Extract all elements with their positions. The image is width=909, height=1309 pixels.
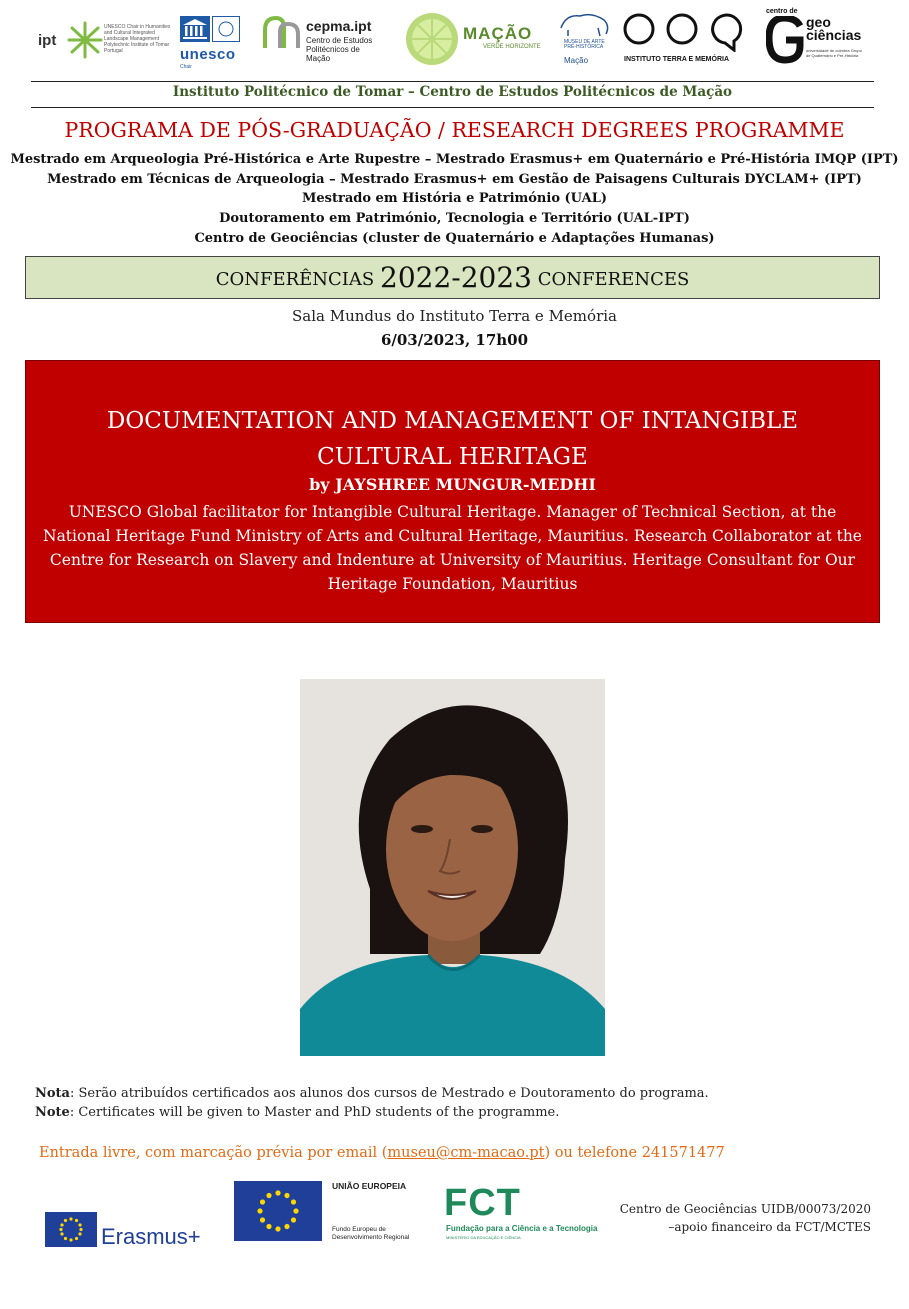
funding-line-2: –apoio financeiro da FCT/MCTES [668,1220,871,1234]
leaf-burst-icon [66,20,104,60]
conference-band [25,256,880,299]
erasmus-label: Erasmus+ [101,1224,201,1249]
unesco-chair-label: Chair [180,64,192,70]
eu-title: UNIÃO EUROPEIA [332,1181,407,1191]
fct-subtitle: Fundação para a Ciência e a Tecnologia [446,1224,598,1233]
three-circles-icon [622,12,746,52]
talk-box [25,360,880,623]
animal-outline-icon [558,10,612,38]
museu-logo-label: MUSEU DE ARTE PRÉ-HISTÓRICA [564,39,605,50]
eu-flag-icon [234,1181,322,1241]
itm-logo-label: INSTITUTO TERRA E MEMÓRIA [624,56,729,63]
ipt-unesco-chair-text: UNESCO Chair in Humanities and Cultural Integrated Landscape Management Polytechnic Institute of Tomar Portugal [104,24,171,54]
speaker-name: by JAYSHREE MUNGUR-MEDHI [309,475,596,494]
macao-logo-label: MAÇÃO [463,24,533,43]
note-en-label: Note [35,1105,70,1120]
eu-subtitle: Fundo Europeu de Desenvolvimento Regional [332,1226,410,1241]
cepma-logo-label: cepma.ipt [306,18,372,34]
degree-item: Mestrado em História e Património (UAL) [302,191,607,207]
unesco-logo-label: unesco [180,46,236,63]
funding-credit [620,1200,871,1236]
museu-logo-place: Mação [564,56,589,65]
degrees-list [0,150,909,249]
speaker-bio: UNESCO Global facilitator for Intangible Cultural Heritage. Manager of Technical Section, at the National Heritage Fund Ministry of Arts and Cultural Heritage, Mauritius. Research Collaborator at the Centre for Research on Slavery and Indenture at University of Mauritius. Heritage Consultant for Our Heritage Foundation, Mauritius [43,503,862,593]
macao-logo [405,10,545,66]
funding-line-1: Centro de Geociências UIDB/00073/2020 [619,1202,871,1216]
entry-text-after: ) ou telefone 241571477 [544,1145,725,1161]
event-datetime: 6/03/2023, 17h00 [380,331,529,349]
museu-logo [558,10,614,70]
note-en [35,1105,559,1120]
header-logos [30,8,880,76]
conference-band-right: CONFERENCES [537,269,690,290]
bottom-rule [31,107,874,108]
note-pt-text: : Serão atribuídos certificados aos alunos dos cursos de Mestrado e Doutoramento do programa. [69,1086,709,1101]
entry-text-before: Entrada livre, com marcação prévia por email ( [39,1145,388,1161]
speaker-photo [300,679,605,1056]
ipt-logo-label: ipt [38,32,57,49]
macao-logo-subtitle: VERDE HORIZONTE [483,44,541,50]
temple-icon [180,16,210,42]
arch-icon [262,14,302,50]
unesco-logo [180,16,242,68]
venue: Sala Mundus do Instituto Terra e Memória [292,307,617,325]
note-en-text: : Certificates will be given to Master and PhD students of the programme. [69,1105,560,1120]
portrait-illustration [300,679,605,1056]
degree-item: Mestrado em Técnicas de Arqueologia – Mestrado Erasmus+ em Gestão de Paisagens Culturais DYCLAM+ (IPT) [47,171,862,187]
geociencias-logo [766,8,866,72]
cepma-logo [262,10,382,70]
conference-band-years: 2022-2023 [380,261,532,294]
degree-item: Mestrado em Arqueologia Pré-Histórica e Arte Rupestre – Mestrado Erasmus+ em Quaternário e Pré-História IMQP (IPT) [10,152,899,167]
top-rule [31,81,874,82]
ipt-logo [38,18,171,63]
entry-info [39,1145,725,1161]
note-pt [35,1086,709,1101]
itm-logo [622,12,746,70]
geociencias-logo-subtitle: universidade de coimbra Grupo de Quaternário e Pré-História [806,48,862,58]
eu-feder-logo [234,1181,434,1247]
chair-emblem-icon [212,16,240,42]
note-pt-label: Nota [35,1086,70,1101]
cepma-logo-subtitle: Centro de Estudos Politécnicos de Mação [306,36,373,63]
institution-line: Instituto Politécnico de Tomar – Centro de Estudos Politécnicos de Mação [172,84,733,100]
erasmus-logo [45,1212,220,1252]
program-title: PROGRAMA DE PÓS-GRADUAÇÃO / RESEARCH DEGREES PROGRAMME [64,118,845,142]
degree-item: Centro de Geociências (cluster de Quaternário e Adaptações Humanas) [194,230,715,246]
email-link[interactable]: museu@cm-macao.pt [387,1145,545,1161]
citrus-slice-icon [405,12,459,66]
talk-title: DOCUMENTATION AND MANAGEMENT OF INTANGIBLE CULTURAL HERITAGE [106,408,799,470]
geociencias-logo-label: geo ciências [806,14,862,43]
fct-label: FCT [444,1182,521,1224]
conference-band-left: CONFERÊNCIAS [215,269,375,290]
geociencias-logo-top: centro de [766,8,798,15]
eu-flag-icon [45,1212,97,1247]
fct-ministry: MINISTÉRIO DA EDUCAÇÃO E CIÊNCIA [446,1235,521,1240]
degree-item: Doutoramento em Património, Tecnologia e Território (UAL-IPT) [219,211,690,227]
g-letter-icon [766,16,806,64]
fct-logo [444,1182,606,1246]
